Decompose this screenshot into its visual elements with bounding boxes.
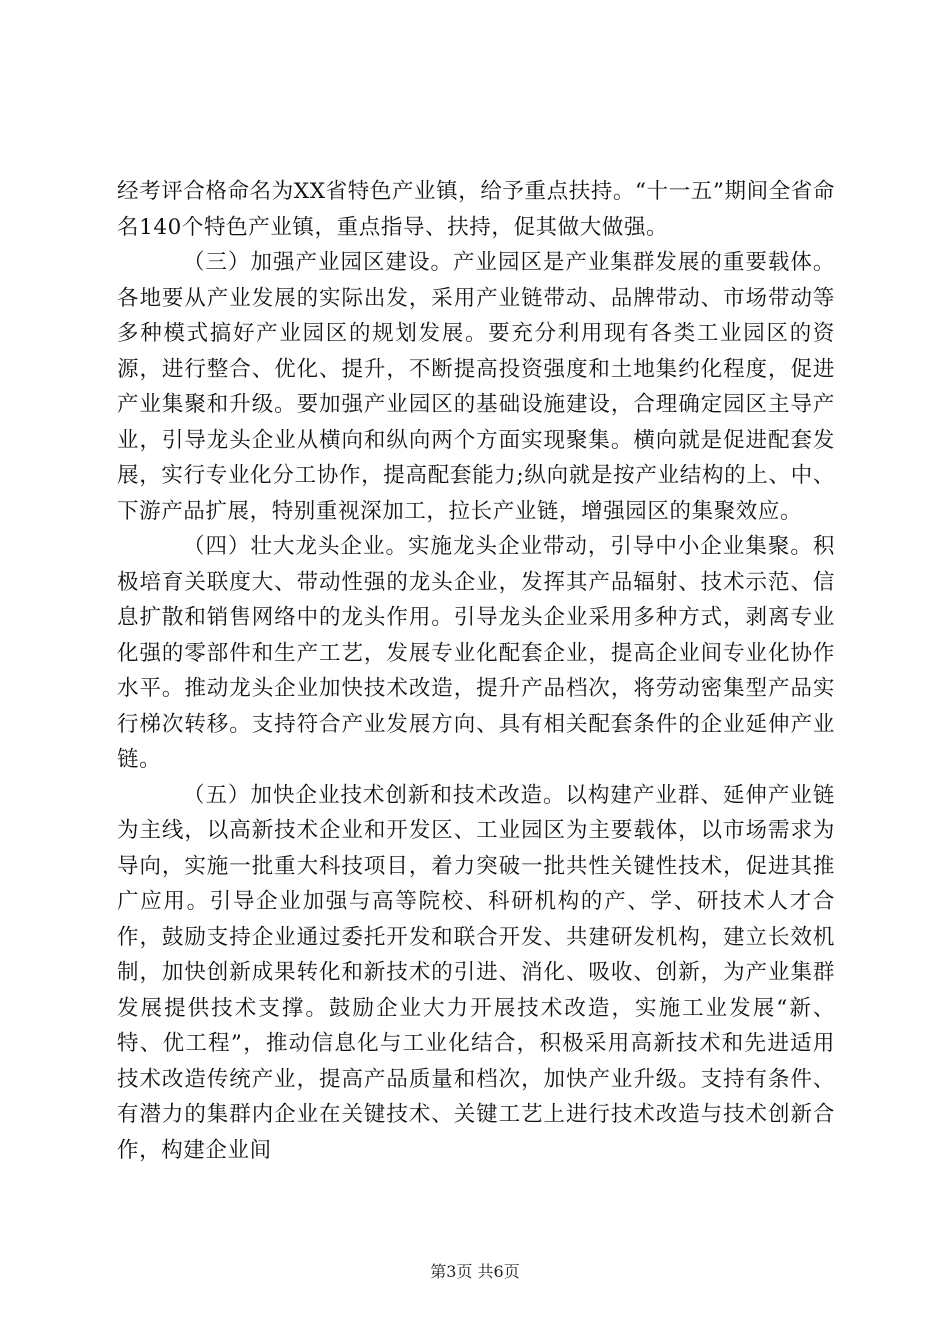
- page-number-footer: 第3页 共6页: [430, 1262, 520, 1281]
- paragraph-technology-innovation: （五）加快企业技术创新和技术改造。以构建产业群、延伸产业链为主线，以高新技术企业和开发区、工业园区为主要载体，以市场需求为导向，实施一批重大科技项目，着力突破一批共性关键性技术，促进其推广应用。引导企业加强与高等院校、科研机构的产、学、研技术人才合作，鼓励支持企业通过委托开发和联合开发、共建研发机构，建立长效机制，加快创新成果转化和新技术的引进、消化、吸收、创新，为产业集群发展提供技术支撑。鼓励企业大力开展技术改造，实施工业发展“新、特、优工程”，推动信息化与工业化结合，积极采用高新技术和先进适用技术改造传统产业，提高产品质量和档次，加快产业升级。支持有条件、有潜力的集群内企业在关键技术、关键工艺上进行技术改造与技术创新合作，构建企业间: [117, 782, 835, 1163]
- paragraph-continuation: 经考评合格命名为XX省特色产业镇，给予重点扶持。“十一五”期间全省命名140个特色产业镇，重点指导、扶持，促其做大做强。: [117, 179, 835, 240]
- paragraph-industrial-parks: （三）加强产业园区建设。产业园区是产业集群发展的重要载体。各地要从产业发展的实际出发，采用产业链带动、品牌带动、市场带动等多种模式搞好产业园区的规划发展。要充分利用现有各类工业园区的资源，进行整合、优化、提升，不断提高投资强度和土地集约化程度，促进产业集聚和升级。要加强产业园区的基础设施建设，合理确定园区主导产业，引导龙头企业从横向和纵向两个方面实现聚集。横向就是促进配套发展，实行专业化分工协作，提高配套能力;纵向就是按产业结构的上、中、下游产品扩展，特别重视深加工，拉长产业链，增强园区的集聚效应。: [117, 250, 835, 524]
- paragraph-leading-enterprises: （四）壮大龙头企业。实施龙头企业带动，引导中小企业集聚。积极培育关联度大、带动性强的龙头企业，发挥其产品辐射、技术示范、信息扩散和销售网络中的龙头作用。引导龙头企业采用多种方式，剥离专业化强的零部件和生产工艺，发展专业化配套企业，提高企业间专业化协作水平。推动龙头企业加快技术改造，提升产品档次，将劳动密集型产品实行梯次转移。支持符合产业发展方向、具有相关配套条件的企业延伸产业链。: [117, 534, 835, 772]
- body-text: [117, 174, 835, 1168]
